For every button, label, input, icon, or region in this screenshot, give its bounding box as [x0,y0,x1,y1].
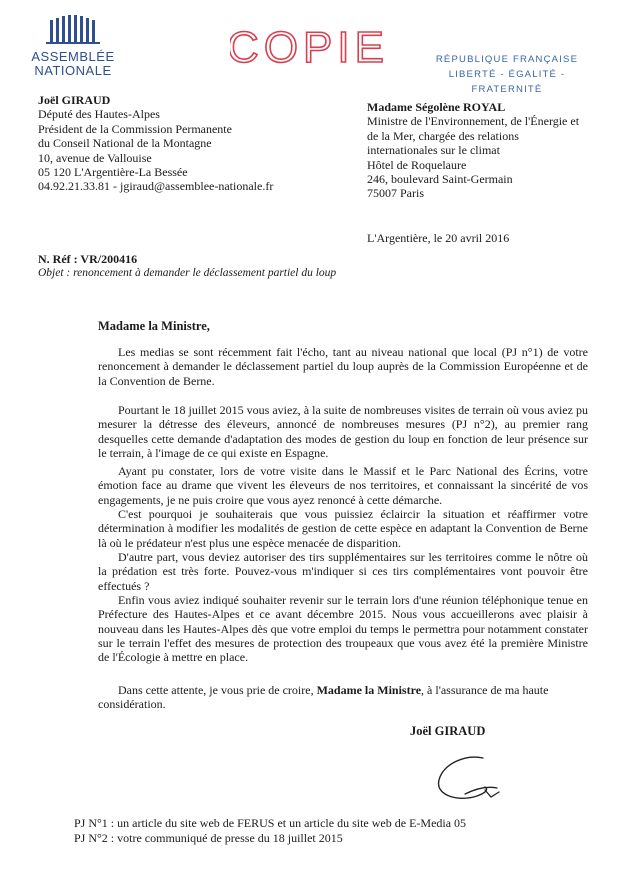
logo-line-2: NATIONALE [34,63,112,78]
closing-emphasis: Madame la Ministre [316,683,422,697]
sender-contact: 04.92.21.33.81 - jgiraud@assemblee-nationale.fr [38,179,274,194]
reference-number: N. Réf : VR/200416 [38,252,138,266]
body-paragraph: Pourtant le 18 juillet 2015 vous aviez, à la suite de nombreuses visites de terrain où vous aviez pu mesurer la détresse des éleveurs, annoncé de nombreuses mesures (PJ n°2), au premier rang desquelles cette demande d'adaptation des modes de gestion du loup en fonction de leur présence sur le terrain, à l'image de ce qui existe en Espagne. [98,403,588,460]
recipient-line: 246, boulevard Saint-Germain [367,172,513,187]
body-paragraph: Les medias se sont récemment fait l'écho, tant au niveau national que local (PJ n°1) de votre renoncement à demander le déclassement partiel du loup auprès de la Commission Européenne et de la Convention de Berne. [98,345,588,388]
recipient-line: Hôtel de Roquelaure [367,157,467,172]
assemblee-nationale-logo-icon [38,12,110,46]
closing-text-before: Dans cette attente, je vous prie de croire, [118,683,317,697]
republique-line-1: RÉPUBLIQUE FRANÇAISE [435,54,579,65]
attachment-item: PJ N°2 : votre communiqué de presse du 18 juillet 2015 [74,830,343,845]
republique-francaise-mark [427,52,587,97]
sender-line: 10, avenue de Vallouise [38,150,152,165]
body-paragraph: D'autre part, vous deviez autoriser des tirs supplémentaires sur les territoires comme le nôtre où la prédation est très forte. Pouvez-vous m'indiquer si ces tirs complémentaires vont pouvoir être effectués ? [98,550,588,593]
logo-line-1: ASSEMBLÉE [31,49,115,64]
sender-name: Joël GIRAUD [38,93,111,107]
recipient-line: Ministre de l'Environnement, de l'Énergie et [367,114,580,129]
closing-formula [98,683,588,712]
closing-text-after: , à l'assurance de ma haute considération. [98,683,549,712]
sender-line: 05 120 L'Argentière-La Bessée [38,165,188,180]
body-paragraph: Enfin vous aviez indiqué souhaiter revenir sur le terrain lors d'une réunion téléphonique tenue en Préfecture des Hautes-Alpes et ce avant décembre 2015. Nous vous accueillerons avec plaisir à nouveau dans les Hautes-Alpes dès que votre emploi du temps le permettra pour notamment constater sur le terrain l'effet des mesures de protection des troupeaux que vous avez été la première Ministre de l'Écologie à mettre en place. [98,593,588,665]
body-paragraph: Ayant pu constater, lors de votre visite dans le Massif et le Parc National des Écrins, votre émotion face au drame que vivent les éleveurs de nos territoires, et connaissant la sincérité de vos engagements, je ne puis croire que vous ayez renoncé à cette démarche. [98,464,588,507]
republique-line-2: LIBERTÉ - ÉGALITÉ - FRATERNITÉ [448,69,566,95]
recipient-line: de la Mer, chargée des relations [367,128,519,143]
attachments-list [74,816,466,845]
recipient-block [367,100,607,201]
sender-line: Président de la Commission Permanente [38,121,232,136]
letter-object: Objet : renoncement à demander le déclassement partiel du loup [38,267,337,279]
body-paragraph: C'est pourquoi je souhaiterais que vous puissiez éclaircir la situation et réaffirmer votre détermination à modifier les modalités de gestion de cette espèce en adaptant la Convention de Berne là où le prédateur n'est plus une espèce menacée de disparition. [98,507,588,550]
salutation: Madame la Ministre, [98,319,210,333]
sender-line: Député des Hautes-Alpes [38,107,160,122]
copie-stamp [230,22,386,70]
logo-wordmark [14,50,132,78]
handwritten-signature-icon [425,752,520,810]
signer-name: Joël GIRAUD [410,724,486,738]
recipient-line: 75007 Paris [367,186,424,201]
recipient-name: Madame Ségolène ROYAL [367,100,506,114]
stamp-text: COPIE [230,23,386,70]
attachment-item: PJ N°1 : un article du site web de FERUS et un article du site web de E-Media 05 [74,816,467,830]
letter-date: L'Argentière, le 20 avril 2016 [367,231,510,245]
sender-line: du Conseil National de la Montagne [38,136,212,151]
sender-block [38,93,298,194]
recipient-line: internationales sur le climat [367,143,500,158]
